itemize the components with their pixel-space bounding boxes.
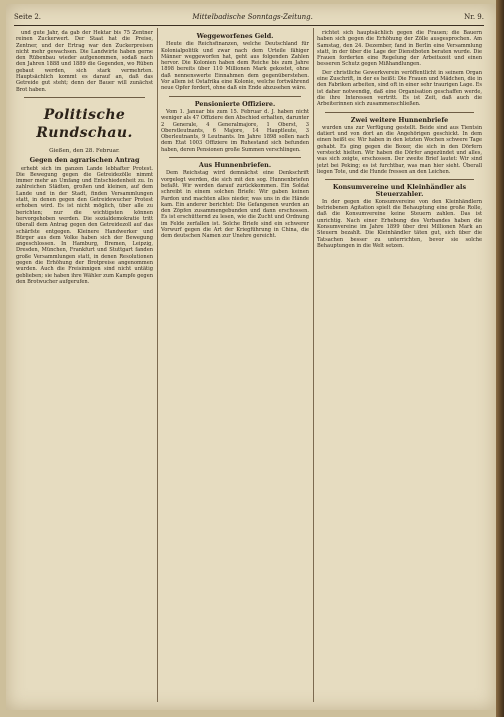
article-body: wurden uns zur Verfügung gestellt. Beide sind aus Tientsin datiert und von dort an die Angehörigen geschickt. In dem einen heißt es: Wir haben in den letzten Wochen schwere Tage gehabt. Es ging gegen die Boxer, die sich in den Dörfern versteckt hielten. Wir haben die Dörfer angezündet und alles, was sich zeigte, erschossen. Der zweite Brief lautet: Wir sind jetzt bei Peking; es ist furchtbar, was man hier sieht. Überall liegen Tote, und die Hunde fressen an den Leichen. (317, 124, 482, 175)
section-divider (169, 157, 301, 158)
section-divider (325, 179, 474, 180)
article-heading: Aus Hunnenbriefen. (198, 161, 272, 170)
article-heading: Gegen den agrarischen Antrag (29, 156, 140, 165)
issue-number: Nr. 9. (464, 13, 484, 21)
article-heading: Pensionierte Offiziere. (194, 99, 276, 108)
column-rule-2 (313, 28, 314, 702)
newspaper-title: Mittelbadische Sonntags-Zeitung. (192, 13, 313, 21)
article-body: Dem Reichstag wird demnächst eine Denkschrift vorgelegt werden, die sich mit den sog. Hunnenbriefen befaßt. Wir werden darauf zurückkommen. Ein Soldat schreibt in einem solchen Briefe: Wir gaben keinen Pardon und machten alles nieder, was uns in die Hände kam. Ein anderer berichtet: Die Gefangenen wurden an den Zöpfen zusammengebunden und dann erschossen. Es ist erschütternd zu lesen, wie die Zucht und Ordnung im Felde zerfallen ist. Solche Briefe sind ein schwerer Vorwurf gegen die Art der Kriegführung in China, die dem deutschen Namen zur Unehre gereicht. (161, 170, 309, 240)
article-body: Heute die Reichsfinanzen, welche Deutschland für Kolonialpolitik und zwar nach dem Urteile fähiger Männer weggeworfen hat, geht aus folgenden Zahlen hervor. Die Kolonien haben dem Reiche bis zum Jahre 1898 bereits über 110 Millionen Mark gekostet, ohne daß nennenswerte Einnahmen dem gegenüberstehen. Vor allem ist Ostafrika eine Kolonie, welche fortwährend neue Opfer fordert, ohne daß ein Ende abzusehen wäre. (161, 41, 309, 92)
article-body: Der christliche Gewerkverein veröffentlicht in seinem Organ eine Zuschrift, in der es heißt: Die Frauen und Mädchen, die in den Fabriken arbeiten, sind oft in einer sehr traurigen Lage. Es ist daher notwendig, daß eine Organisation geschaffen werde, die ihre Interessen vertritt. Es ist Zeit, daß auch die Arbeiterinnen sich zusammenschließen. (317, 69, 482, 108)
column-3 (317, 30, 482, 704)
article-heading: Weggeworfenes Geld. (196, 32, 274, 40)
section-heading-politics: Politische Rundschau. (36, 106, 133, 141)
column-2 (161, 30, 309, 704)
page-header (14, 10, 484, 24)
dateline: Gießen, den 28. Februar. (49, 147, 120, 154)
section-divider (24, 97, 145, 98)
section-divider (169, 96, 301, 97)
article-heading: Konsumvereine und Kleinhändler als Steuerzahler. (332, 183, 467, 198)
article-body: erhebt sich im ganzen Lande lebhafter Protest. Die Bewegung gegen die Getreidezölle nimmt immer mehr an Umfang und Entschiedenheit zu. In zahlreichen Städten, großen und kleinen, auf dem Lande und in der Stadt, finden Versammlungen statt, in denen gegen den Getreidewucher Protest erhoben wird. Es ist nicht möglich, über alle zu berichten; nur die wichtigsten können hervorgehoben werden. Die sozialdemokratie tritt überall dem Antrag gegen den Getreidezoll auf das schärfste entgegen. Kleinere Handwerker und Bürger aus dem Volke haben sich der Bewegung angeschlossen. In Hamburg, Bremen, Leipzig, Dresden, München, Frankfurt und Stuttgart fanden große Versammlungen statt, in denen Resolutionen gegen die Erhöhung der Brotpreise angenommen wurden. Auch die Freisinnigen sind nicht untätig geblieben; sie haben ihre Wähler zum Kampfe gegen den Brotwucher aufgerufen. (16, 165, 153, 285)
intro-paragraph: und gute Jahr, da gab der Hektar bis 75 Zentner reinen Zuckerwert. Der Staat hat die Preise, Zentner, und der Ertrag war den Zuckerpreisen nicht mehr gewachsen. Die Landwirte haben gerne den Rübenbau wieder aufgenommen, sodaß nach den Jahren 1888 und 1889 die Gegenden, wo Rüben gebaut werden, sich stark vermehrten. Hauptsächlich kommt es darauf an, daß das Getreide gut steht; denn der Bauer will zunächst Brot haben. (16, 30, 153, 93)
column-1 (16, 30, 153, 704)
article-body: In der gegen die Konsumvereine von den Kleinhändlern betriebenen Agitation spielt die Behauptung eine große Rolle, daß die Konsumvereine keine Steuern zahlen. Das ist unrichtig. Nach einer Erhebung des Verbandes haben die Konsumvereine im Jahre 1899 über drei Millionen Mark an Steuern bezahlt. Die Kleinhändler täten gut, sich über die Tatsachen besser zu unterrichten, bevor sie solche Behauptungen in die Welt setzen. (317, 198, 482, 249)
newspaper-page (6, 4, 496, 710)
article-body: richtet sich hauptsächlich gegen die Frauen; die Bauern haben sich gegen die Erhöhung der Zölle ausgesprochen. Am Samstag, den 24. Dezember, fand in Berlin eine Versammlung statt, in der über die Lage der Dienstboten beraten wurde. Die Frauen forderten eine Regelung der Arbeitszeit und einen besseren Schutz gegen Mißhandlungen. (317, 30, 482, 68)
binding-spine (496, 0, 504, 717)
page-number: Seite 2. (14, 13, 42, 21)
article-body: Vom 1. Januar bis zum 15. Februar d. J. haben nicht weniger als 47 Offiziere den Abschied erhalten, darunter 2 Generale, 4 Generalmajore, 1 Oberst, 3 Oberstleutnants, 6 Majore, 14 Hauptleute, 3 Oberleutnants, 9 Leutnants. Im Jahre 1898 sollen nach dem Etat 1003 Offiziere im Ruhestand sich befunden haben, deren Pensionen große Summen verschlingen. (161, 108, 309, 153)
article-heading: Zwei weitere Hunnenbriefe (350, 115, 449, 124)
section-divider (325, 112, 474, 113)
column-rule-1 (157, 28, 158, 702)
header-rule (14, 25, 484, 26)
